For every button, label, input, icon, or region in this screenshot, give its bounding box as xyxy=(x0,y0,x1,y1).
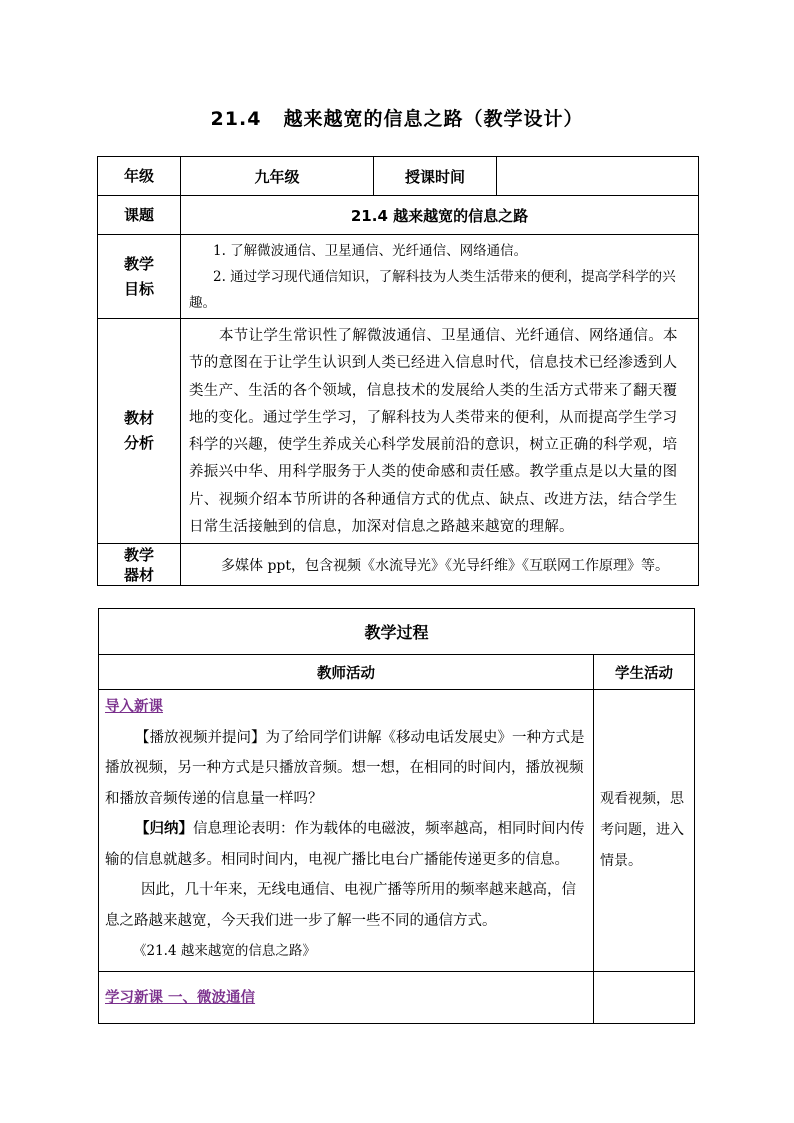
time-label: 授课时间 xyxy=(374,157,497,196)
intro-paragraph-2-text: 信息理论表明：作为载体的电磁波，频率越高，相同时间内传输的信息就越多。相同时间内，电视广播比电台广播能传递更多的信息。 xyxy=(105,821,585,868)
teacher-activity-header: 教师活动 xyxy=(99,655,594,690)
process-title: 教学过程 xyxy=(99,609,695,655)
intro-heading: 导入新课 xyxy=(105,699,163,715)
goals-label xyxy=(98,235,181,319)
intro-paragraph-2 xyxy=(105,814,587,875)
equipment-label-line-1: 教学 xyxy=(123,545,154,564)
topic-value: 21.4 越来越宽的信息之路 xyxy=(181,196,699,235)
analysis-row xyxy=(98,319,699,544)
intro-paragraph-3: 因此，几十年来，无线电通信、电视广播等所用的频率越来越高，信息之路越来越宽，今天我们进一步了解一些不同的通信方式。 xyxy=(105,882,576,929)
title-text: 越来越宽的信息之路（教学设计） xyxy=(283,108,584,130)
new-lesson-heading: 学习新课 一、微波通信 xyxy=(105,990,256,1007)
time-value xyxy=(497,157,699,196)
goals-label-line-1: 教学 xyxy=(123,254,154,273)
process-title-row xyxy=(99,609,695,655)
goals-content xyxy=(181,235,699,319)
play-video-tag: 【播放视频并提问】 xyxy=(135,729,266,746)
topic-row xyxy=(98,196,699,235)
student-activity: 观看视频，思考问题，进入情景。 xyxy=(594,690,695,972)
goal-item-2: 2. 通过学习现代通信知识，了解科技为人类生活带来的便利，提高学科学的兴趣。 xyxy=(189,269,676,311)
grade-label: 年级 xyxy=(98,157,181,196)
equipment-text: 多媒体 ppt，包含视频《水流导光》《光导纤维》《互联网工作原理》等。 xyxy=(181,544,699,586)
lesson-info-table xyxy=(97,156,699,586)
lesson-reference: 《21.4 越来越宽的信息之路》 xyxy=(133,943,316,959)
intro-paragraph-1-text: 为了给同学们讲解《移动电话发展史》一种方式是播放视频，另一种方式是只播放音频。想一想，在相同的时间内，播放视频和播放音频传递的信息量一样吗？ xyxy=(105,729,585,807)
goals-row xyxy=(98,235,699,319)
summary-tag: 【归纳】 xyxy=(135,820,193,837)
grade-row xyxy=(98,157,699,196)
analysis-label xyxy=(98,319,181,544)
student-activity-header: 学生活动 xyxy=(594,655,695,690)
title-number: 21.4 xyxy=(210,108,262,130)
goal-item-1: 1. 了解微波通信、卫星通信、光纤通信、网络通信。 xyxy=(213,243,528,259)
goals-label-line-2: 目标 xyxy=(123,279,154,298)
grade-value: 九年级 xyxy=(181,157,374,196)
document-title xyxy=(0,104,794,131)
analysis-label-line-1: 教材 xyxy=(123,409,154,428)
equipment-label-line-2: 器材 xyxy=(123,565,154,584)
equipment-label xyxy=(98,544,181,586)
new-lesson-cell xyxy=(99,972,594,1024)
topic-label: 课题 xyxy=(98,196,181,235)
new-lesson-student-cell xyxy=(594,972,695,1024)
intro-teacher-content xyxy=(99,690,594,972)
intro-row xyxy=(99,690,695,972)
teaching-process-table xyxy=(98,608,695,1024)
intro-paragraph-1 xyxy=(105,723,587,815)
analysis-label-line-2: 分析 xyxy=(123,434,154,453)
process-header-row xyxy=(99,655,695,690)
analysis-text: 本节让学生常识性了解微波通信、卫星通信、光纤通信、网络通信。本节的意图在于让学生认识到人类已经进入信息时代，信息技术已经渗透到人类生产、生活的各个领域，信息技术的发展给人类的生活方式带来了翻天覆地的变化。通过学生学习，了解科技为人类带来的便利，从而提高学生学习科学的兴趣，使学生养成关心科学发展前沿的意识，树立正确的科学观，培养振兴中华、用科学服务于人类的使命感和责任感。教学重点是以大量的图片、视频介绍本节所讲的各种通信方式的优点、缺点、改进方法，结合学生日常生活接触到的信息，加深对信息之路越来越宽的理解。 xyxy=(181,319,699,544)
new-lesson-row xyxy=(99,972,695,1024)
equipment-row xyxy=(98,544,699,586)
